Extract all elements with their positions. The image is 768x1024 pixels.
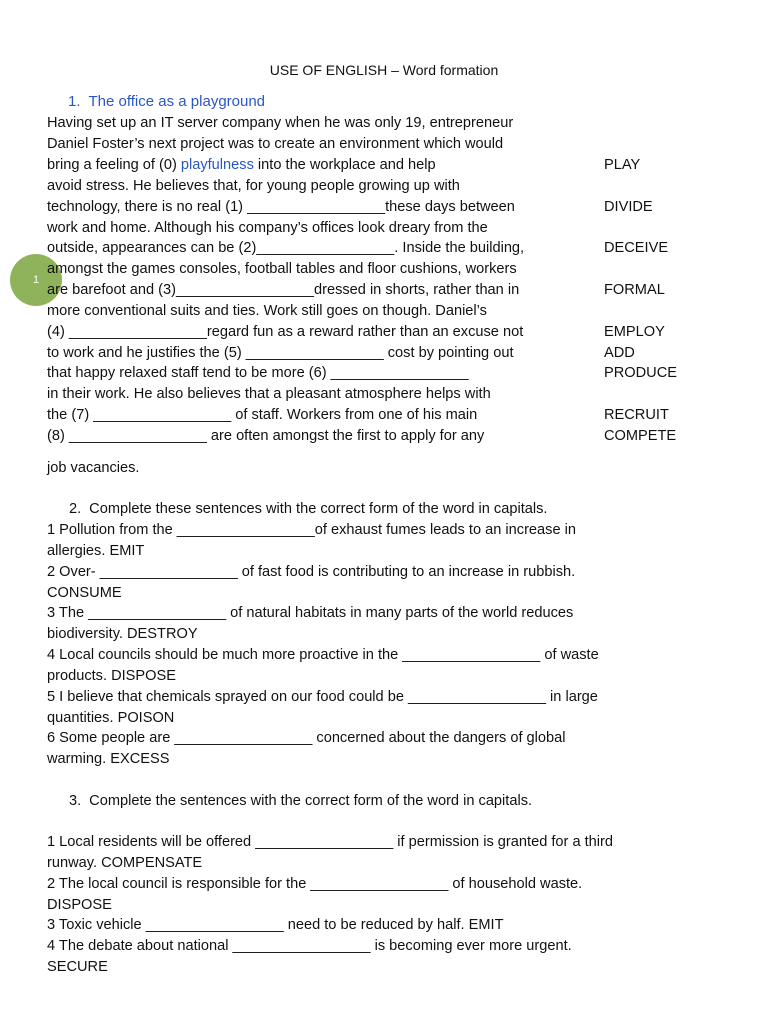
sentence-line: DISPOSE	[47, 897, 112, 913]
text-line: work and home. Although his company’s offices look dreary from the	[47, 220, 488, 236]
keyword: RECRUIT	[604, 407, 669, 423]
keyword: DIVIDE	[604, 199, 653, 215]
keyword: EMPLOY	[604, 324, 665, 340]
exercise-1-heading	[68, 93, 265, 110]
sentence-line: 1 Local residents will be offered _________________ if permission is granted for a third	[47, 834, 614, 850]
sentence-line: 4 The debate about national _________________ is becoming ever more urgent.	[47, 938, 572, 954]
keyword: COMPETE	[604, 428, 677, 444]
text-line: (8) _________________ are often amongst the first to apply for any	[47, 428, 485, 444]
exercise-2-heading	[69, 499, 547, 519]
text-line: avoid stress. He believes that, for young people growing up with	[47, 178, 460, 194]
text-line: to work and he justifies the (5) _________________ cost by pointing out	[47, 345, 514, 361]
exercise-2-title: Complete these sentences with the correct form of the word in capitals.	[89, 501, 548, 517]
text-line: Having set up an IT server company when he was only 19, entrepreneur	[47, 115, 514, 131]
exercise-1-number: 1.	[68, 93, 81, 110]
page-number-badge: 1	[10, 254, 62, 306]
sentence-line: CONSUME	[47, 585, 122, 601]
sentence-line: warming. EXCESS	[47, 751, 170, 767]
text-line: in their work. He also believes that a pleasant atmosphere helps with	[47, 386, 491, 402]
text-line: amongst the games consoles, football tables and floor cushions, workers	[47, 261, 517, 277]
text-line: are barefoot and (3)_________________dressed in shorts, rather than in	[47, 282, 520, 298]
sentence-line: quantities. POISON	[47, 710, 175, 726]
sentence-line: runway. COMPENSATE	[47, 855, 203, 871]
example-line	[47, 155, 436, 175]
sentence-line: allergies. EMIT	[47, 543, 145, 559]
text-line: the (7) _________________ of staff. Workers from one of his main	[47, 407, 478, 423]
sentence-line: 1 Pollution from the _________________of exhaust fumes leads to an increase in	[47, 522, 576, 538]
sentence-line: 3 The _________________ of natural habitats in many parts of the world reduces	[47, 605, 574, 621]
sentence-line: 5 I believe that chemicals sprayed on our food could be _________________ in large	[47, 689, 598, 705]
example-text-after: into the workplace and help	[253, 157, 436, 173]
keyword: ADD	[604, 345, 635, 361]
exercise-2-number: 2.	[69, 501, 82, 517]
text-line: that happy relaxed staff tend to be more (6) _________________	[47, 365, 469, 381]
sentence-line: 2 Over- _________________ of fast food is contributing to an increase in rubbish.	[47, 564, 576, 580]
keyword: PRODUCE	[604, 365, 677, 381]
sentence-line: SECURE	[47, 959, 108, 975]
exercise-3-heading	[69, 791, 532, 811]
text-line: more conventional suits and ties. Work still goes on though. Daniel’s	[47, 303, 487, 319]
exercise-3-title: Complete the sentences with the correct form of the word in capitals.	[89, 793, 533, 809]
exercise-1-title: The office as a playground	[88, 93, 266, 110]
exercise-3-number: 3.	[69, 793, 82, 809]
sentence-line: biodiversity. DESTROY	[47, 626, 198, 642]
example-answer: playfulness	[180, 157, 254, 173]
example-text-before: bring a feeling of (0)	[47, 157, 181, 173]
sentence-line: 6 Some people are _________________ concerned about the dangers of global	[47, 730, 566, 746]
keyword: DECEIVE	[604, 240, 669, 256]
text-line: (4) _________________regard fun as a reward rather than an excuse not	[47, 324, 524, 340]
text-line: technology, there is no real (1) _________________these days between	[47, 199, 515, 215]
text-line: job vacancies.	[47, 460, 140, 476]
sentence-line: 4 Local councils should be much more proactive in the _________________ of waste	[47, 647, 599, 663]
text-line: outside, appearances can be (2)_________________. Inside the building,	[47, 240, 525, 256]
keyword: FORMAL	[604, 282, 665, 298]
keyword: PLAY	[604, 157, 641, 173]
sentence-line: products. DISPOSE	[47, 668, 176, 684]
sentence-line: 2 The local council is responsible for the _________________ of household waste.	[47, 876, 583, 892]
text-line: Daniel Foster’s next project was to create an environment which would	[47, 136, 504, 152]
page-title: USE OF ENGLISH – Word formation	[269, 62, 499, 78]
sentence-line: 3 Toxic vehicle _________________ need to be reduced by half. EMIT	[47, 917, 504, 933]
